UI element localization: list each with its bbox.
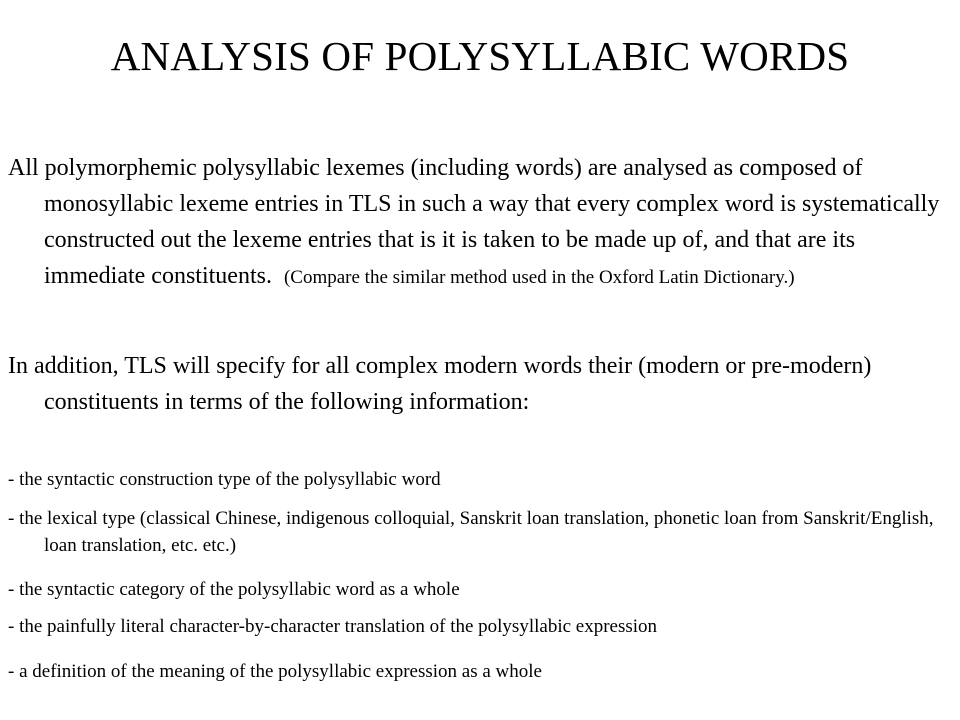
bullet-construction-type: - the syntactic construction type of the polysyllabic word	[8, 469, 441, 490]
paragraph-1-note: (Compare the similar method used in the Oxford Latin Dictionary.)	[283, 267, 795, 288]
bullet-syntactic-category: - the syntactic category of the polysyllabic word as a whole	[8, 579, 460, 600]
slide-title: ANALYSIS OF POLYSYLLABIC WORDS	[110, 33, 850, 79]
bullet-literal-translation: - the painfully literal character-by-character translation of the polysyllabic expression	[8, 616, 658, 637]
paragraph-polymorphemic-analysis	[8, 150, 953, 296]
bullet-definition: - a definition of the meaning of the polysyllabic expression as a whole	[8, 661, 542, 682]
bullet-lexical-type: - the lexical type (classical Chinese, indigenous colloquial, Sanskrit loan translation, phonetic loan from Sanskrit/English, loan translation, etc. etc.)	[8, 508, 934, 556]
paragraph-1-text: All polymorphemic polysyllabic lexemes (including words) are analysed as composed of monosyllabic lexeme entries in TLS in such a way that every complex word is systematically constructed out the lexeme entries that is it is taken to be made up of, and that are its immediate constituents.	[8, 155, 940, 289]
paragraph-additional-info: In addition, TLS will specify for all complex modern words their (modern or pre-modern) constituents in terms of the following information:	[8, 353, 872, 415]
